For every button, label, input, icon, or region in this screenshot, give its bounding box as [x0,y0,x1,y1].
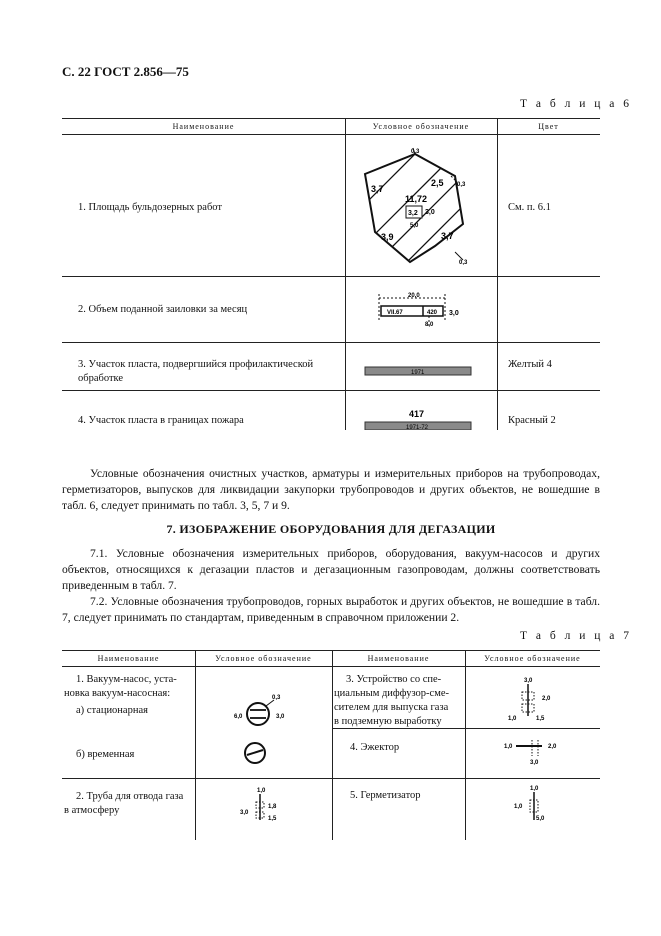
sym4-label: 1971-72 [406,425,429,430]
sym2-left: VII.67 [387,310,403,316]
svg-text:2,0: 2,0 [542,696,551,702]
svg-text:0,3: 0,3 [272,695,281,701]
sym2-bottom: 8,0 [425,322,434,328]
prevention-area-symbol [345,342,497,390]
svg-text:3,0: 3,0 [524,678,533,684]
sym1-i: 3,7 [441,231,454,241]
table6-row3-color: Желтый 4 [508,359,552,370]
diffuser-symbol [502,674,572,724]
table7-col-symbol-right: Условное обозначение [484,654,581,663]
t7-item4-name: 4. Эжектор [350,742,400,753]
sym1-d: 3,2 [408,210,418,217]
table7-col-symbol-left: Условное обозначение [215,654,312,663]
svg-text:1,0: 1,0 [257,788,266,794]
svg-text:1,0: 1,0 [508,716,517,722]
page-header: С. 22 ГОСТ 2.856—75 [62,64,189,79]
svg-text:1,0: 1,0 [504,744,513,750]
sym1-t3: 0,3 [459,260,468,266]
t7-item1a-name: а) стационарная [76,705,148,716]
t7-item2-name: 2. Труба для отвода газа в атмосферу [64,791,184,816]
svg-text:5,0: 5,0 [536,816,545,822]
sym1-a: 3,7 [371,184,384,194]
vacuum-pump-stationary-symbol [222,688,302,734]
table6-col-name: Наименование [172,122,235,131]
table6-row3-name: 3. Участок пласта, подвергшийся профилактической обработке [78,359,314,384]
svg-text:1,0: 1,0 [530,786,539,792]
svg-text:1,5: 1,5 [268,816,277,822]
svg-text:1,5: 1,5 [536,716,545,722]
svg-text:1,0: 1,0 [514,804,523,810]
svg-text:3,0: 3,0 [530,760,539,766]
t7-item5-name: 5. Герметизатор [350,790,421,801]
bulldozer-area-symbol [345,134,497,276]
t7-item3-name: 3. Устройство со спе- циальным диффузор-сме- сителем для выпуска газа в подземную выработку [334,674,450,727]
table6-row4-color: Красный 2 [508,415,556,426]
table6-row4-name: 4. Участок пласта в границах пожара [78,415,244,426]
paragraph-1: Условные обозначения очистных участков, арматуры и измерительных приборов на трубопроводах, герметизаторов, выпусков для ликвидации закупорки трубопроводов и других объектов, не вошедшие в табл. 6, следует принимать по табл. 3, 5, 7 и 9. [62,467,600,512]
table6-caption: Т а б л и ц а 6 [520,98,633,110]
sym1-h: 3,9 [381,232,394,242]
sym2-side: 3,0 [449,310,459,317]
sym3-label: 1971 [411,370,425,376]
sym2-right: 420 [427,310,438,316]
table7-col-name-left: Наименование [97,654,160,663]
svg-text:3,0: 3,0 [276,714,285,720]
ejector-symbol [502,734,572,768]
svg-text:2,0: 2,0 [548,744,557,750]
paragraph-7-1: 7.1. Условные обозначения измерительных приборов, оборудования, вакуум-насосов и других объектов, относящихся к дегазации пластов и дегазационным газопроводам, должны соответствовать приведенным в табл. 7. [62,547,600,592]
table6-row1-name: 1. Площадь бульдозерных работ [78,202,222,213]
sym1-g: 5,0 [410,223,419,229]
table7-caption: Т а б л и ц а 7 [520,630,633,642]
table6-col-symbol: Условное обозначение [372,122,470,131]
svg-text:3,0: 3,0 [240,810,249,816]
t7-item1-name: 1. Вакуум-насос, уста- новка вакуум-насосная: [64,674,177,699]
gas-pipe-symbol [232,784,292,830]
table7-col-name-right: Наименование [367,654,430,663]
table6-col-color: Цвет [538,122,559,131]
table6-row2-name: 2. Объем поданной заиловки за месяц [78,304,248,315]
fire-area-symbol [345,390,497,430]
svg-text:6,0: 6,0 [234,714,243,720]
table6-row1-color: См. п. 6.1 [508,202,551,213]
svg-text:1,8: 1,8 [268,804,277,810]
section-title: 7. ИЗОБРАЖЕНИЕ ОБОРУДОВАНИЯ ДЛЯ ДЕГАЗАЦИИ [166,522,496,536]
t7-item1b-name: б) временная [76,749,135,760]
sym1-b: 2,5 [431,178,444,188]
paragraph-7-2: 7.2. Условные обозначения трубопроводов, горных выработок и других объектов, не вошедшие в табл. 7, следует принимать по стандартам, приведенным в справочном приложении 2. [62,595,600,624]
sym2-top: 20,0 [408,293,420,299]
sealer-symbol [510,782,570,828]
sym1-c: 11,72 [405,194,428,204]
sym1-t2: 0,3 [457,182,466,188]
sym4-num: 417 [409,409,425,419]
sym1-t1: 0,3 [411,149,420,155]
vacuum-pump-temporary-symbol [240,740,270,766]
sym1-e: 3,0 [425,209,435,216]
silting-volume-symbol [345,276,497,342]
